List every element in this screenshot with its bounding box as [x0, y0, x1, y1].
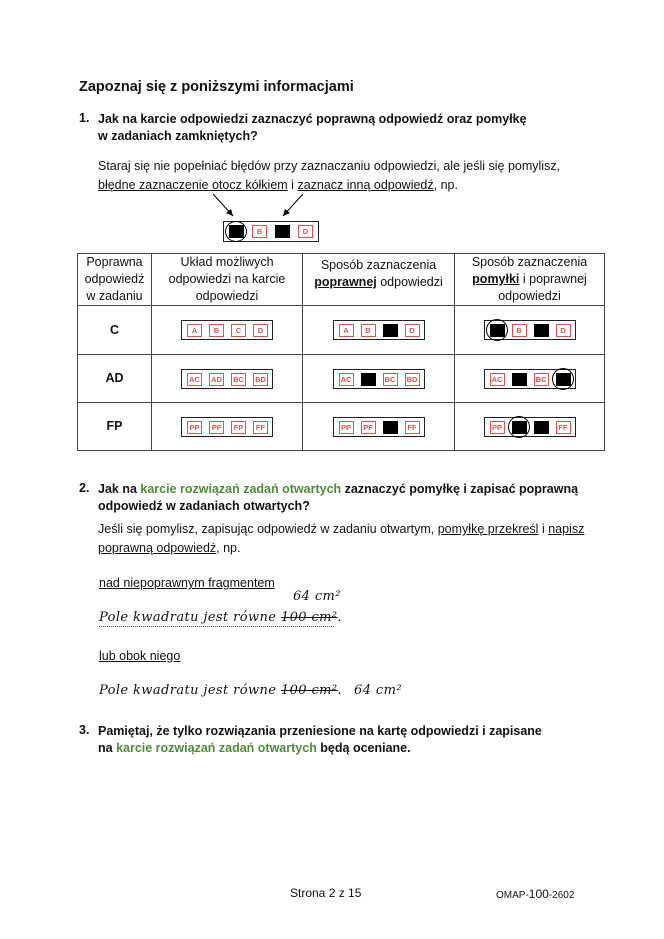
mistake-marking-cell	[455, 403, 605, 451]
option-box: BC	[383, 373, 398, 386]
option-box: BC	[231, 373, 246, 386]
example-label-above: nad niepoprawnym fragmentem	[99, 576, 275, 590]
mistake-circle	[552, 368, 574, 390]
option-box-marked: FP	[534, 421, 549, 434]
option-box: D	[253, 324, 268, 337]
option-box: AC	[339, 373, 354, 386]
option-box: D	[556, 324, 571, 337]
q1-circle-instruction: błędne zaznaczenie otocz kółkiem	[98, 178, 288, 192]
q2-heading-text: zaznaczyć pomyłkę i zapisać poprawną	[341, 482, 579, 496]
q2-instructions	[98, 520, 584, 558]
q2-text: i	[538, 522, 549, 536]
header-cell-text: Sposób zaznaczenia	[471, 255, 588, 269]
handwritten-text: .	[337, 610, 343, 625]
option-box: B	[512, 324, 527, 337]
handwritten-crossed-out: 100 cm²	[280, 683, 338, 698]
option-group	[181, 320, 273, 340]
q1-text-and: i	[287, 178, 298, 192]
q2-text-line2	[98, 539, 584, 558]
handwritten-correction-beside: 64 cm²	[354, 683, 402, 698]
option-box: PF	[361, 421, 376, 434]
q1-heading-line2: w zadaniach zamkniętych?	[98, 129, 258, 143]
mistake-marking-cell	[455, 355, 605, 403]
option-box-mistake: BD	[556, 373, 571, 386]
layout-cell	[152, 403, 303, 451]
exam-code-suffix: -2602	[548, 890, 575, 901]
q3-line1: Pamiętaj, że tylko rozwiązania przeniesione na kartę odpowiedzi i zapisane	[98, 724, 542, 738]
handwritten-example-2	[99, 683, 402, 698]
header-cell-text: odpowiedzi	[376, 275, 443, 289]
example-answer-group	[223, 221, 319, 242]
handwritten-crossed-out: 100 cm²	[280, 610, 338, 625]
header-emphasis: poprawnej	[314, 275, 377, 289]
mistake-marking-cell	[455, 306, 605, 355]
table-row	[78, 306, 605, 355]
q2-text: , np.	[216, 541, 241, 555]
q2-write-instruction: poprawną odpowiedź	[98, 541, 217, 555]
header-cell-text: i poprawnej	[519, 272, 587, 286]
example-label-beside: lub obok niego	[99, 649, 181, 663]
table-row	[78, 403, 605, 451]
option-box: A	[187, 324, 202, 337]
header-cell-text: Poprawna	[86, 255, 143, 269]
option-box: FP	[231, 421, 246, 434]
q2-heading-line1	[98, 481, 578, 498]
header-cell-text: w zadaniu	[86, 289, 143, 303]
option-box: BC	[534, 373, 549, 386]
mistake-circle	[486, 319, 508, 341]
q1-text-line2	[98, 176, 560, 195]
header-cell-text: odpowiedzi	[195, 289, 259, 303]
q3-number: 3.	[79, 723, 90, 737]
handwritten-text: .	[337, 683, 343, 698]
mistake-circle	[508, 416, 530, 438]
q3-green-text: karcie rozwiązań zadań otwartych	[116, 741, 317, 755]
page-number: Strona 2 z 15	[290, 886, 362, 900]
row-label: C	[78, 306, 152, 355]
header-correct-marking	[303, 254, 455, 306]
header-cell-text: Układ możliwych	[180, 255, 274, 269]
q1-instructions	[98, 157, 560, 195]
option-box-mistake: A	[490, 324, 505, 337]
handwritten-correction-above: 64 cm²	[293, 589, 341, 604]
example-box-b: B	[252, 225, 267, 238]
option-group	[181, 417, 273, 437]
answer-marking-table	[77, 253, 605, 451]
example-box-c: C	[275, 225, 290, 238]
q2-write-instruction: napisz	[548, 522, 585, 536]
handwritten-text: Pole kwadratu jest równe	[99, 683, 281, 698]
option-box-mistake: PF	[512, 421, 527, 434]
q1-mark-instruction: zaznacz inną odpowiedź	[297, 178, 434, 192]
q1-heading	[98, 111, 527, 145]
q3-text-part: będą oceniane.	[316, 741, 411, 755]
header-layout	[152, 254, 303, 306]
option-group	[484, 320, 576, 340]
option-box: PP	[187, 421, 202, 434]
option-box-marked: AD	[512, 373, 527, 386]
option-box: C	[231, 324, 246, 337]
q1-text-line1: Staraj się nie popełniać błędów przy zaznaczaniu odpowiedzi, ale jeśli się pomylisz,	[98, 159, 561, 173]
q1-number: 1.	[79, 111, 90, 125]
option-box: B	[209, 324, 224, 337]
layout-cell	[152, 306, 303, 355]
row-label: FP	[78, 403, 152, 451]
q3-text	[98, 723, 542, 757]
table-row	[78, 355, 605, 403]
option-box-marked: AD	[361, 373, 376, 386]
q3-text-part: na	[98, 741, 117, 755]
q2-heading-green: karcie rozwiązań zadań otwartych	[140, 482, 342, 496]
option-group	[484, 417, 576, 437]
option-box: FF	[556, 421, 571, 434]
option-box: B	[361, 324, 376, 337]
option-box: AD	[209, 373, 224, 386]
option-box-marked: FP	[383, 421, 398, 434]
q3-line2	[98, 740, 542, 757]
correct-marking-cell	[303, 306, 455, 355]
option-group	[484, 369, 576, 389]
option-box: A	[339, 324, 354, 337]
dotted-line	[99, 626, 334, 627]
example-box-d: D	[298, 225, 313, 238]
option-box: PF	[209, 421, 224, 434]
table-header-row	[78, 254, 605, 306]
option-group	[333, 417, 425, 437]
option-group	[333, 320, 425, 340]
option-box: D	[405, 324, 420, 337]
layout-cell	[152, 355, 303, 403]
option-box: BD	[253, 373, 268, 386]
exam-code-number: 100	[528, 887, 549, 901]
header-cell-text: odpowiedzi	[498, 289, 561, 303]
option-box: BD	[405, 373, 420, 386]
q2-heading	[98, 481, 578, 515]
q1-heading-line1: Jak na karcie odpowiedzi zaznaczyć poprawną odpowiedź oraz pomyłkę	[98, 112, 527, 126]
option-box-marked: C	[534, 324, 549, 337]
example-circle-mark	[225, 221, 247, 242]
option-box: PP	[339, 421, 354, 434]
option-group	[333, 369, 425, 389]
q1-text-np: , np.	[433, 178, 458, 192]
correct-marking-cell	[303, 355, 455, 403]
handwritten-example-1	[99, 610, 342, 625]
q2-text-line1	[98, 520, 584, 539]
option-group	[181, 369, 273, 389]
header-cell-text	[455, 271, 604, 288]
header-correct-answer	[78, 254, 152, 306]
q2-number: 2.	[79, 481, 90, 495]
header-cell-text: Sposób zaznaczenia	[320, 258, 437, 272]
header-cell-text: odpowiedzi na karcie	[168, 272, 286, 286]
q2-heading-text: Jak na	[98, 482, 141, 496]
exam-code-prefix: OMAP-	[496, 890, 529, 901]
option-box: AC	[490, 373, 505, 386]
option-box: FF	[405, 421, 420, 434]
example-box-a: A	[229, 225, 244, 238]
option-box: FF	[253, 421, 268, 434]
q2-heading-line2: odpowiedź w zadaniach otwartych?	[98, 499, 310, 513]
handwritten-text: Pole kwadratu jest równe	[99, 610, 281, 625]
correct-marking-cell	[303, 403, 455, 451]
option-box: PP	[490, 421, 505, 434]
header-cell-text	[303, 274, 454, 291]
header-cell-text: odpowiedź	[84, 272, 145, 286]
page-title: Zapoznaj się z poniższymi informacjami	[79, 79, 354, 95]
option-box-marked: C	[383, 324, 398, 337]
option-box: AC	[187, 373, 202, 386]
header-emphasis: pomyłki	[472, 272, 520, 286]
exam-code	[496, 887, 574, 901]
q2-strike-instruction: pomyłkę przekreśl	[437, 522, 539, 536]
row-label: AD	[78, 355, 152, 403]
header-mistake-marking	[455, 254, 605, 306]
q2-text: Jeśli się pomylisz, zapisując odpowiedź w zadaniu otwartym,	[98, 522, 438, 536]
